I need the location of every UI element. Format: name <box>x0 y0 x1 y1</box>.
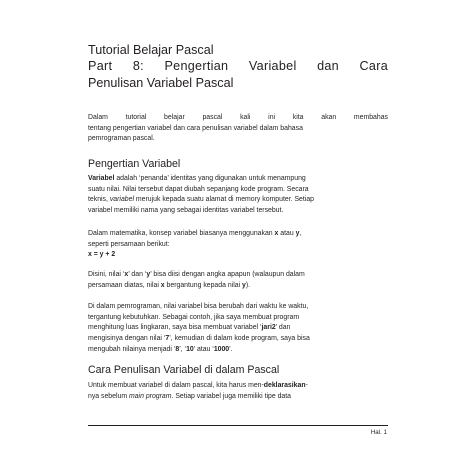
paragraph-line <box>88 392 388 403</box>
formula: x = y + 2 <box>88 251 116 259</box>
paragraph-line <box>88 195 388 206</box>
bold-value: jari2 <box>261 324 276 332</box>
text-run: ’ bisa diisi dengan angka apapun (walaupun dalam <box>150 271 305 278</box>
bold-term: deklarasikan <box>263 382 306 389</box>
page-title-line-1: Tutorial Belajar Pascal <box>88 43 214 57</box>
footer-divider <box>88 425 388 426</box>
text-run: ). <box>245 281 251 289</box>
paragraph-declaration <box>88 381 388 402</box>
text-run: adalah ‘penanda’ identitas yang digunakan untuk menampung <box>114 175 306 182</box>
text-run: ’. <box>229 345 233 353</box>
intro-paragraph <box>88 113 388 145</box>
paragraph-definition <box>88 174 388 217</box>
text-run: teknis, <box>88 196 110 204</box>
paragraph-line: seperti persamaan berikut: <box>88 240 170 248</box>
paragraph-line <box>88 270 388 281</box>
intro-line: tentang pengertian variabel dan cara penulisan variabel dalam bahasa <box>88 124 303 132</box>
paragraph-programming <box>88 302 388 356</box>
section-heading-cara-penulisan: Cara Penulisan Variabel di dalam Pascal <box>88 364 280 376</box>
italic-term: main program <box>128 392 172 400</box>
page-title-line-2: Part 8: Pengertian Variabel dan Cara <box>88 59 388 73</box>
paragraph-line <box>88 174 388 185</box>
text-run: bergantung kepada nilai <box>164 281 243 289</box>
bold-var: x <box>160 281 165 289</box>
paragraph-line <box>88 334 388 345</box>
text-run: Disini, nilai ‘ <box>88 271 125 278</box>
bold-var: y <box>146 271 151 278</box>
text-run: persamaan diatas, nilai <box>88 281 161 289</box>
intro-line: pemrograman pascal. <box>88 135 155 143</box>
text-run: nya sebelum <box>88 392 129 400</box>
text-run: , <box>299 230 302 237</box>
bold-value: 10 <box>186 345 194 353</box>
paragraph-line: variabel memiliki nama yang sebagai identitas variabel tersebut. <box>88 207 284 215</box>
paragraph-line <box>88 345 388 356</box>
paragraph-line <box>88 323 388 334</box>
bold-value: 7 <box>165 335 170 343</box>
text-run: atau <box>278 230 296 237</box>
paragraph-values <box>88 270 388 291</box>
text-run: ’ dan ‘ <box>128 271 147 278</box>
page-number: Hal. 1 <box>370 429 387 436</box>
paragraph-line <box>88 381 388 392</box>
bold-var: y <box>295 230 300 237</box>
italic-term: variabel <box>109 196 134 204</box>
text-run: mengisinya dengan nilai ‘ <box>88 335 166 343</box>
paragraph-line <box>88 229 388 240</box>
paragraph-line: tergantung kebutuhkan. Sebagai contoh, jika saya membuat program <box>88 313 300 321</box>
bold-var: y <box>242 281 246 289</box>
intro-line: Dalam tutorial belajar pascal kali ini kita akan membahas <box>88 114 388 121</box>
bold-var: x <box>274 230 279 237</box>
bold-term: Variabel <box>88 175 115 182</box>
page-title-line-3: Penulisan Variabel Pascal <box>88 76 234 90</box>
text-run: Untuk membuat variabel di dalam pascal, kita harus men- <box>88 382 264 389</box>
text-run: - <box>305 382 308 389</box>
text-run: ’, kemudian di dalam kode program, saya bisa <box>169 335 310 343</box>
bold-value: 8 <box>175 345 180 353</box>
paragraph-line: Di dalam pemrograman, nilai variabel bisa berubah dari waktu ke waktu, <box>88 303 309 310</box>
text-run: Dalam matematika, konsep variabel biasanya menggunakan <box>88 230 275 237</box>
paragraph-line <box>88 281 388 292</box>
paragraph-line: suatu nilai. Nilai tersebut dapat diubah sepanjang kode program. Secara <box>88 185 309 193</box>
text-run: merujuk kepada suatu alamat di memory komputer. Setiap <box>133 196 314 204</box>
text-run: menghitung luas lingkaran, saya bisa membuat variabel ‘ <box>88 324 262 332</box>
paragraph-math <box>88 229 388 261</box>
text-run: ’ atau ‘ <box>193 345 214 353</box>
text-run: mengubah nilainya menjadi ‘ <box>88 345 176 353</box>
text-run: ’, ‘ <box>179 345 187 353</box>
text-run: ’ dan <box>275 324 291 332</box>
bold-value: 1000 <box>213 345 230 353</box>
section-heading-pengertian: Pengertian Variabel <box>88 158 181 170</box>
text-run: . Setiap variabel juga memiliki tipe data <box>171 392 291 400</box>
bold-var: x <box>124 271 129 278</box>
